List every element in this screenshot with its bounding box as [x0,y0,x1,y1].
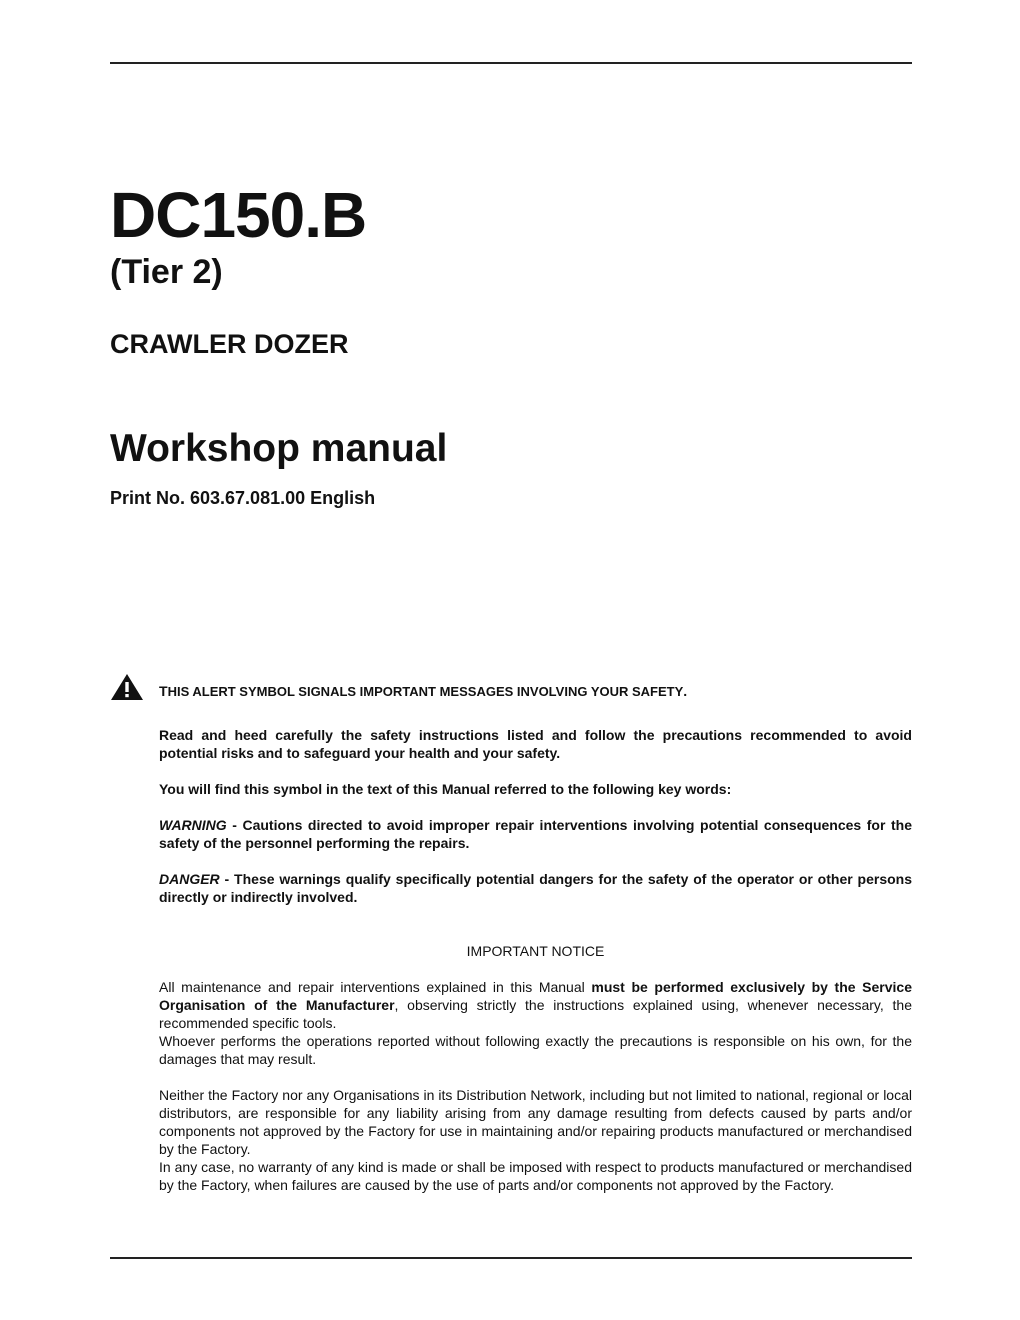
notice-p1-line2: Whoever performs the operations reported without following exactly the precautions is responsible on his own, for the damages that may result. [159,1033,912,1067]
notice-p1-bold: must be performed exclusively by the Service Organisation of the Manufacturer [159,979,912,1013]
danger-definition [159,870,912,906]
notice-paragraph-2 [159,1086,912,1194]
notice-title: IMPORTANT NOTICE [466,943,605,959]
model-title: DC150.B [110,179,367,251]
danger-keyword: DANGER [159,871,220,887]
warning-text: - Cautions directed to avoid improper repair interventions involving potential consequences for the safety of the personnel performing the repairs. [159,817,912,851]
safety-instructions-paragraph: Read and heed carefully the safety instructions listed and follow the precautions recommended to avoid potential risks and to safeguard your health and your safety. [159,727,912,761]
notice-paragraph-1 [159,978,912,1068]
warning-triangle-icon [110,673,144,701]
alert-heading [159,682,687,701]
key-words-paragraph: You will find this symbol in the text of this Manual referred to the following key words: [159,781,732,797]
warning-keyword: WARNING [159,817,227,833]
title-block [110,178,912,292]
top-rule [110,62,912,64]
notice-p1-start: All maintenance and repair interventions explained in this Manual [159,979,592,995]
warning-definition [159,816,912,852]
danger-text: - These warnings qualify specifically potential dangers for the safety of the operator or other persons directly or indirectly involved. [159,871,912,905]
print-number: Print No. 603.67.081.00 English [110,488,376,508]
alert-first-letter: T [159,683,168,699]
tier-subtitle: (Tier 2) [110,253,223,291]
manual-type: Workshop manual [110,427,448,470]
machine-type: CRAWLER DOZER [110,329,349,359]
bottom-rule [110,1257,912,1259]
notice-p2: Neither the Factory nor any Organisations in its Distribution Network, including but not limited to national, regional or local distributors, are responsible for any liability arising from any damage resulting from defects caused by parts and/or components not approved by the Factory for use in maintaining and/or repairing products manufactured or merchandised by the Factory. [159,1087,912,1157]
notice-p1-end: , observing strictly the instructions explained using, whenever necessary, the recommended specific tools. [159,997,912,1031]
notice-p2-line2: In any case, no warranty of any kind is made or shall be imposed with respect to products manufactured or merchandised by the Factory, when failures are caused by the use of parts and/or components not approved by the Factory. [159,1159,912,1193]
alert-heading-text: HIS ALERT SYMBOL SIGNALS IMPORTANT MESSAGES INVOLVING YOUR SAFETY [167,684,684,699]
alert-period: . [683,683,688,699]
